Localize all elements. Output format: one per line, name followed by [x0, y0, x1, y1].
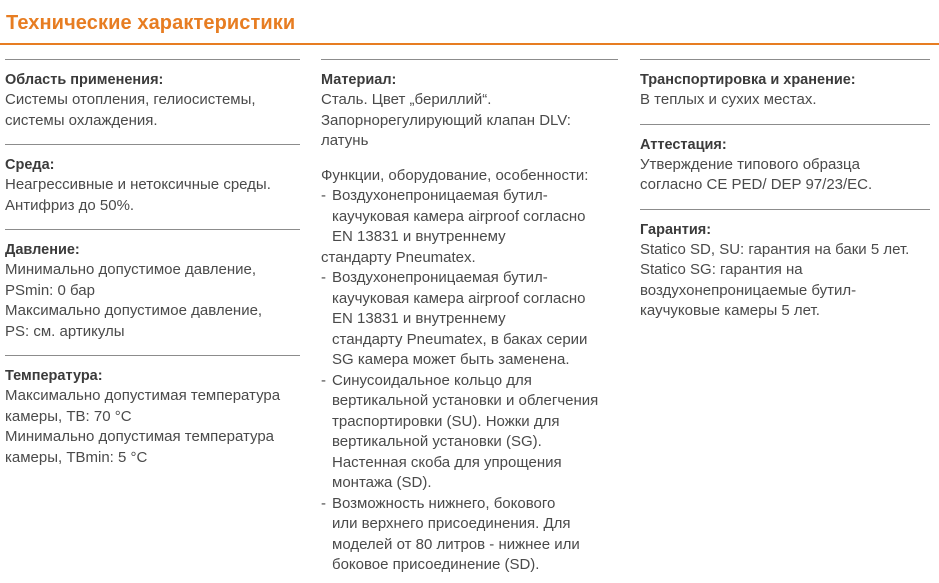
text-line: Максимально допустимое давление,: [5, 302, 263, 319]
text-line: траспортировки (SU). Ножки для: [332, 412, 560, 430]
text-line: латунь: [321, 132, 369, 149]
column-left: [5, 59, 300, 481]
feature-item: [321, 371, 618, 494]
text-line: Минимально допустимое давление,: [5, 261, 257, 278]
text-line: каучуковая камера airproof согласно: [332, 207, 586, 225]
section-title: Материал:: [321, 72, 397, 88]
text-line: В теплых и сухих местах.: [640, 91, 817, 108]
section-title: Среда:: [5, 157, 55, 173]
feature-item: [321, 268, 618, 371]
text-line: каучуковая камера airproof согласно: [332, 289, 586, 307]
bullet-dash: -: [321, 187, 326, 204]
text-line: EN 13831 и внутреннему: [332, 228, 506, 245]
section-certification: [640, 124, 930, 196]
section-temperature: [5, 355, 300, 468]
text-line: Неагрессивные и нетоксичные среды.: [5, 176, 271, 193]
text-line: боковое присоединение (SD).: [332, 556, 540, 573]
text-line: Антифриз до 50%.: [5, 196, 135, 214]
text-line: Функции, оборудование, особенности:: [321, 166, 589, 184]
text-line: Утверждение типового образца: [640, 155, 860, 173]
section-title: Гарантия:: [640, 221, 712, 238]
page-title: Технические характеристики: [6, 12, 296, 34]
text-line: Statico SG: гарантия на: [640, 261, 803, 278]
text-line: PS: см. артикулы: [5, 322, 125, 340]
text-line: камеры, TB: 70 °C: [5, 407, 132, 425]
section-medium: [5, 144, 300, 216]
bullet-dash: -: [321, 371, 326, 389]
feature-item: [321, 186, 618, 268]
text-line: Настенная скоба для упрощения: [332, 453, 562, 471]
text-line: вертикальной установки и облегчения: [332, 392, 599, 409]
features-intro: [321, 166, 618, 187]
text-line: SG камера может быть заменена.: [332, 351, 570, 368]
text-line: Запорнорегулирующий клапан DLV:: [321, 111, 571, 129]
section-application: [5, 59, 300, 131]
section-title: Температура:: [5, 368, 103, 384]
text-line: PSmin: 0 бар: [5, 281, 95, 299]
text-line: системы охлаждения.: [5, 111, 158, 129]
feature-item: [321, 494, 618, 576]
text-line: Воздухонепроницаемая бутил-: [332, 187, 548, 204]
section-title: Давление:: [5, 242, 80, 258]
text-line: Воздухонепроницаемая бутил-: [332, 269, 548, 286]
text-line: камеры, TBmin: 5 °C: [5, 448, 148, 466]
text-line: согласно CE PED/ DEP 97/23/EC.: [640, 176, 873, 193]
section-warranty: [640, 209, 930, 322]
text-line: воздухонепроницаемые бутил-: [640, 281, 857, 299]
text-line: EN 13831 и внутреннему: [332, 310, 506, 327]
section-material: [321, 59, 618, 152]
bullet-dash: -: [321, 494, 326, 512]
section-title: Аттестация:: [640, 136, 727, 153]
text-line: Системы отопления, гелиосистемы,: [5, 91, 256, 108]
section-pressure: [5, 229, 300, 342]
text-line: Возможность нижнего, бокового: [332, 494, 556, 512]
section-transport-storage: [640, 59, 930, 111]
bullet-dash: -: [321, 269, 326, 286]
text-line: стандарту Pneumatex, в баках серии: [332, 330, 588, 348]
section-title: Область применения:: [5, 72, 164, 88]
text-line: Минимально допустимая температура: [5, 428, 275, 445]
text-line: или верхнего присоединения. Для: [332, 515, 571, 532]
text-line: монтажа (SD).: [332, 474, 432, 491]
text-line: моделей от 80 литров - нижнее или: [332, 535, 580, 553]
column-right: [640, 59, 930, 335]
column-middle: [321, 59, 618, 576]
text-line: стандарту Pneumatex.: [321, 248, 476, 266]
text-line: вертикальной установки (SG).: [332, 433, 542, 450]
text-line: Синусоидальное кольцо для: [332, 371, 532, 389]
section-title: Транспортировка и хранение:: [640, 72, 856, 88]
text-line: Максимально допустимая температура: [5, 387, 281, 404]
text-line: каучуковые камеры 5 лет.: [640, 302, 820, 319]
text-line: Сталь. Цвет „бериллий“.: [321, 91, 492, 108]
title-divider: [0, 43, 939, 45]
text-line: Statico SD, SU: гарантия на баки 5 лет.: [640, 240, 910, 258]
